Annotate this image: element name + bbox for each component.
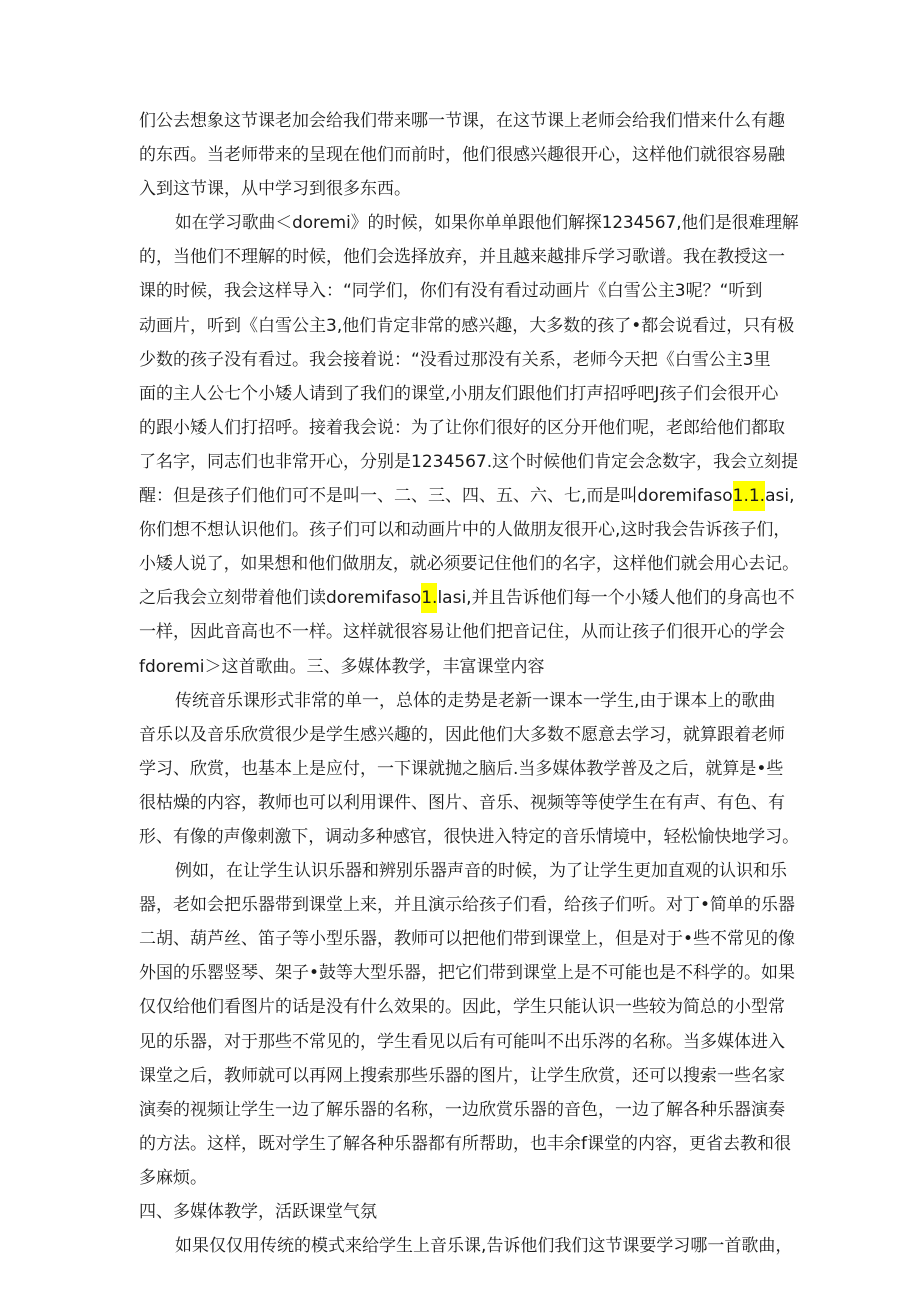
text-line: 的东西。当老师带来的呈现在他们而前时，他们很感兴趣很开心，这样他们就很容易融 — [139, 145, 785, 166]
text-line: 二胡、葫芦丝、笛子等小型乐器，教师可以把他们带到课堂上，但是对于•些不常见的像 — [139, 929, 796, 950]
text-line: 仅仅给他们看图片的话是没有什么效果的。因此，学生只能认识一些较为简总的小型常 — [139, 997, 785, 1018]
text-line: 外国的乐罂竖琴、架子•鼓等大型乐器，把它们带到课堂上是不可能也是不科学的。如果 — [139, 963, 796, 984]
text-line: 学习、欣赏，也基本上是应付，一下课就抛之脑后.当多媒体教学普及之后，就算是•些 — [139, 758, 784, 779]
text-line: 的方法。这样，既对学生了解各种乐器都有所帮助，也丰余f课堂的内容，更省去教和很 — [139, 1133, 791, 1154]
highlighted-text: 1. — [421, 583, 437, 613]
text-line: fdoremi＞这首歌曲。三、多媒体教学，丰富课堂内容 — [139, 656, 545, 677]
text-segment: 醒：但是孩子们他们可不是叫一、二、三、四、五、六、七,而是叫doremifaso — [139, 486, 733, 507]
text-line: 少数的孩子没有看过。我会接着说：“没看过那没有关系，老师今天把《白雪公主3里 — [139, 349, 771, 370]
text-segment: 之后我会立刻带着他们读doremifaso — [139, 588, 422, 609]
text-line: 的跟小矮人们打招呼。接着我会说：为了让你们很好的区分开他们呢，老郎给他们都取 — [139, 417, 785, 438]
text-line — [139, 479, 799, 513]
text-line: 如在学习歌曲＜doremi》的时候，如果你单单跟他们解探1234567,他们是很难理解 — [175, 213, 799, 234]
text-line: 动画片，听到《白雪公主3,他们肯定非常的感兴趣，大多数的孩了•都会说看过，只有极 — [139, 315, 795, 336]
text-line: 演奏的视频让学生一边了解乐器的名称，一边欣赏乐器的音色，一边了解各种乐器演奏 — [139, 1099, 785, 1120]
text-line: 们公去想象这节课老加会给我们带来哪一节课，在这节课上老师会给我们惜来什么有趣 — [139, 111, 785, 131]
document-body — [139, 104, 799, 1263]
text-line — [139, 581, 799, 615]
text-line: 的，当他们不理解的时候，他们会选择放弃，并且越来越排斥学习歌谱。我在教授这一 — [139, 247, 785, 268]
text-segment: asi, — [765, 486, 795, 507]
text-line: 见的乐器，对于那些不常见的，学生看见以后有可能叫不出乐涔的名称。当多媒体进入 — [139, 1031, 785, 1052]
text-line: 课的时候，我会这样导入：“同学们，你们有没有看过动画片《白雪公主3呢？“听到 — [139, 281, 763, 302]
text-line: 例如，在让学生认识乐器和辨别乐器声音的时候，为了让学生更加直观的认识和乐 — [175, 861, 787, 882]
text-line: 形、有像的声像刺激下，调动多种感官，很快进入特定的音乐情境中，轻松愉快地学习。 — [139, 826, 799, 847]
text-line: 面的主人公七个小矮人请到了我们的课堂,小朋友们跟他们打声招呼吧J孩子们会很开心 — [139, 383, 779, 404]
text-line: 你们想不想认识他们。孩子们可以和动画片中的人做朋友很开心,这时我会告诉孩子们， — [139, 520, 791, 541]
text-line: 如果仅仅用传统的模式来给学生上音乐课,告诉他们我们这节课要学习哪一首歌曲， — [175, 1236, 793, 1257]
text-line: 小矮人说了，如果想和他们做朋友，就必须要记住他们的名字，这样他们就会用心去记。 — [139, 554, 799, 575]
section-heading: 四、多媒体教学，活跃课堂气氛 — [139, 1202, 377, 1222]
text-line: 多麻烦。 — [139, 1167, 207, 1188]
text-line: 器，老如会把乐器带到课堂上来，并且演示给孩子们看，给孩子们听。对丁•简单的乐器 — [139, 895, 796, 916]
text-line: 一样，因此音高也不一样。这样就很容易让他们把音记住，从而让孩子们很开心的学会 — [139, 622, 785, 643]
text-line: 入到这节课，从中学习到很多东西。 — [139, 179, 411, 200]
text-line: 了名字，同志们也非常开心，分别是1234567.这个时候他们肯定会念数字，我会立刻提 — [139, 451, 799, 472]
text-line: 很枯燥的内容，教师也可以利用课件、图片、音乐、视频等等使学生在有声、有色、有 — [139, 792, 785, 813]
text-line: 音乐以及音乐欣赏很少是学生感兴趣的，因此他们大多数不愿意去学习，就算跟着老师 — [139, 724, 785, 745]
highlighted-text: 1.1. — [733, 481, 765, 511]
text-line: 课堂之后，教师就可以再网上搜索那些乐器的图片，让学生欣赏，还可以搜索一些名家 — [139, 1065, 785, 1086]
text-line: 传统音乐课形式非常的单一，总体的走势是老新一课本一学生,由于课本上的歌曲 — [175, 690, 776, 711]
text-segment: lasi,并且告诉他们每一个小矮人他们的身高也不 — [437, 588, 795, 609]
